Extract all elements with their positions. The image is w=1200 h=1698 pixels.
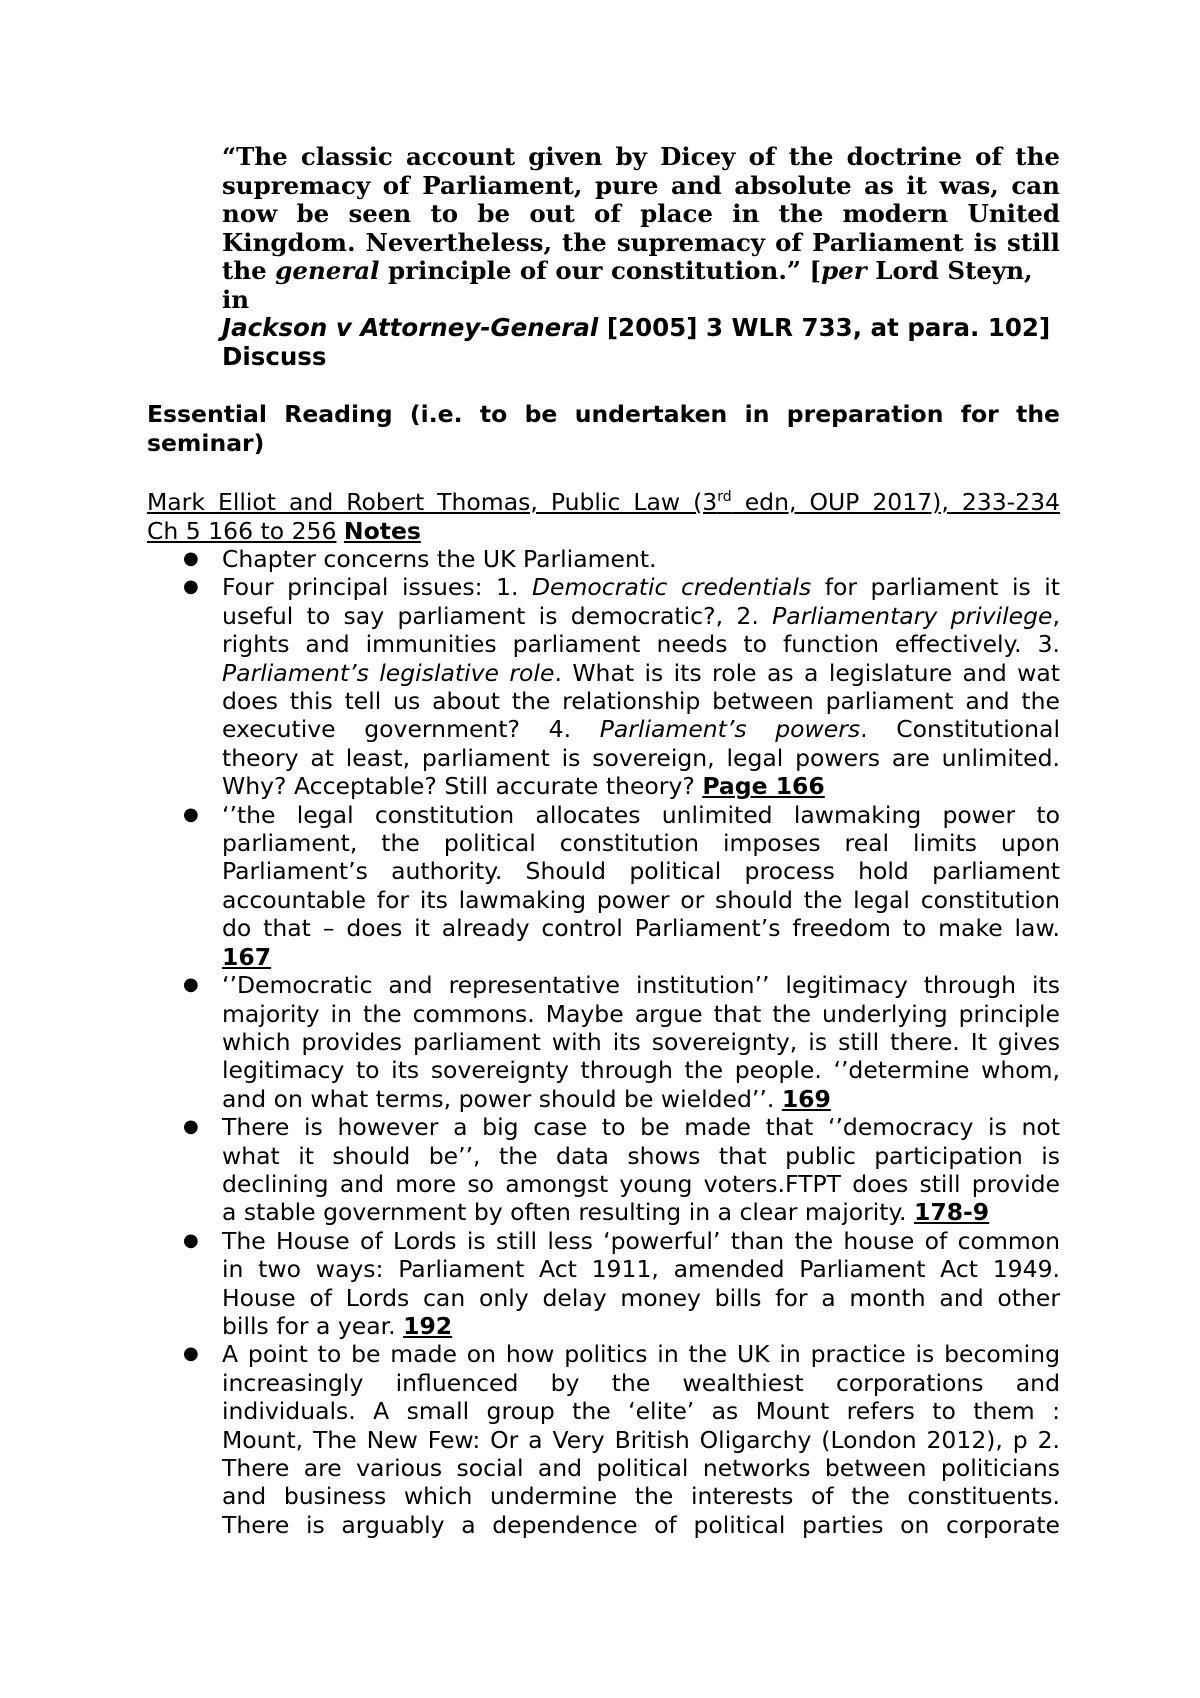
bullet-icon: ●	[183, 548, 199, 569]
question-line: “The classic account given by Dicey of the doctrine of the	[222, 142, 1060, 171]
list-item: ● Chapter concerns the UK Parliament.	[183, 545, 657, 573]
notes-list	[147, 545, 1060, 1539]
bullet-icon: ●	[183, 1116, 199, 1138]
reading-reference	[147, 488, 1060, 545]
chapter-line: Ch 5 166 to 256 Notes	[147, 516, 421, 545]
essay-question	[222, 143, 1060, 371]
page-reference: 167	[222, 942, 272, 971]
bullet-icon: ●	[183, 576, 199, 598]
bullet-icon: ●	[183, 1343, 199, 1365]
question-instruction: Discuss	[222, 341, 327, 371]
bullet-icon: ●	[183, 803, 199, 825]
page-reference: 169	[781, 1084, 831, 1113]
question-line: now be seen to be out of place in the modern United	[222, 199, 1060, 228]
page-reference: 192	[403, 1311, 453, 1340]
list-item: ● A point to be made on how politics in the UK in practice is becoming increasingly influenced by the wealthiest corporations and individuals. A small group the ‘elite’ as Mount refers to them : Mount, The New Few: Or a Very British Oligarchy (London 2012), p 2. There are various social and political networks between politicians and business which undermine the interests of the constituents. There is arguably a dependence of political parties on corporate	[183, 1340, 1060, 1539]
list-item: ● There is however a big case to be made that ‘’democracy is not what it should be’’, the data shows that public participation is declining and more so amongst young voters.FTPT does still provide a stable government by often resulting in a clear majority. 178-9	[183, 1113, 1060, 1227]
question-line: supremacy of Parliament, pure and absolute as it was, can	[222, 170, 1060, 200]
notes-label: Notes	[343, 516, 421, 545]
question-line: the general principle of our constitution.” [per Lord Steyn, in	[222, 256, 1033, 314]
book-citation: Mark Elliot and Robert Thomas, Public Law (3rd edn, OUP 2017), 233-234	[147, 488, 1061, 516]
essential-reading-heading: Essential Reading (i.e. to be undertaken in preparation for the seminar)	[147, 400, 1060, 457]
bullet-icon: ●	[183, 1229, 199, 1251]
list-item: ● Four principal issues: 1. Democratic credentials for parliament is it useful to say parliament is democratic?, 2. Parliamentary privilege, rights and immunities parliament needs to function effectively. 3. Parliament’s legislative role. What is its role as a legislature and wat does this tell us about the relationship between parliament and the executive government? 4. Parliament’s powers. Constitutional theory at least, parliament is sovereign, legal powers are unlimited. Why? Acceptable? Still accurate theory? Page 166	[183, 573, 1061, 801]
list-item: ● ‘’the legal constitution allocates unlimited lawmaking power to parliament, the political constitution imposes real limits upon Parliament’s authority. Should political process hold parliament accountable for its lawmaking power or should the legal constitution do that – does it already control Parliament’s freedom to make law. 167	[183, 800, 1060, 971]
page-reference: Page 166	[702, 772, 825, 801]
list-item: ● ‘’Democratic and representative institution’’ legitimacy through its majority in the commons. Maybe argue that the underlying principle which provides parliament with its sovereignty, is still there. It gives legitimacy to its sovereignty through the people. ‘’determine whom, and on what terms, power should be wielded’’. 169	[183, 971, 1060, 1113]
list-item: ● The House of Lords is still less ‘powerful’ than the house of common in two ways: Parliament Act 1911, amended Parliament Act 1949. House of Lords can only delay money bills for a month and other bills for a year. 192	[183, 1226, 1060, 1340]
bullet-icon: ●	[183, 974, 199, 996]
question-line: Kingdom. Nevertheless, the supremacy of Parliament is still	[222, 227, 1060, 257]
question-citation: Jackson v Attorney-General [2005] 3 WLR 733, at para. 102]	[222, 313, 1051, 342]
page-reference: 178-9	[914, 1198, 990, 1227]
